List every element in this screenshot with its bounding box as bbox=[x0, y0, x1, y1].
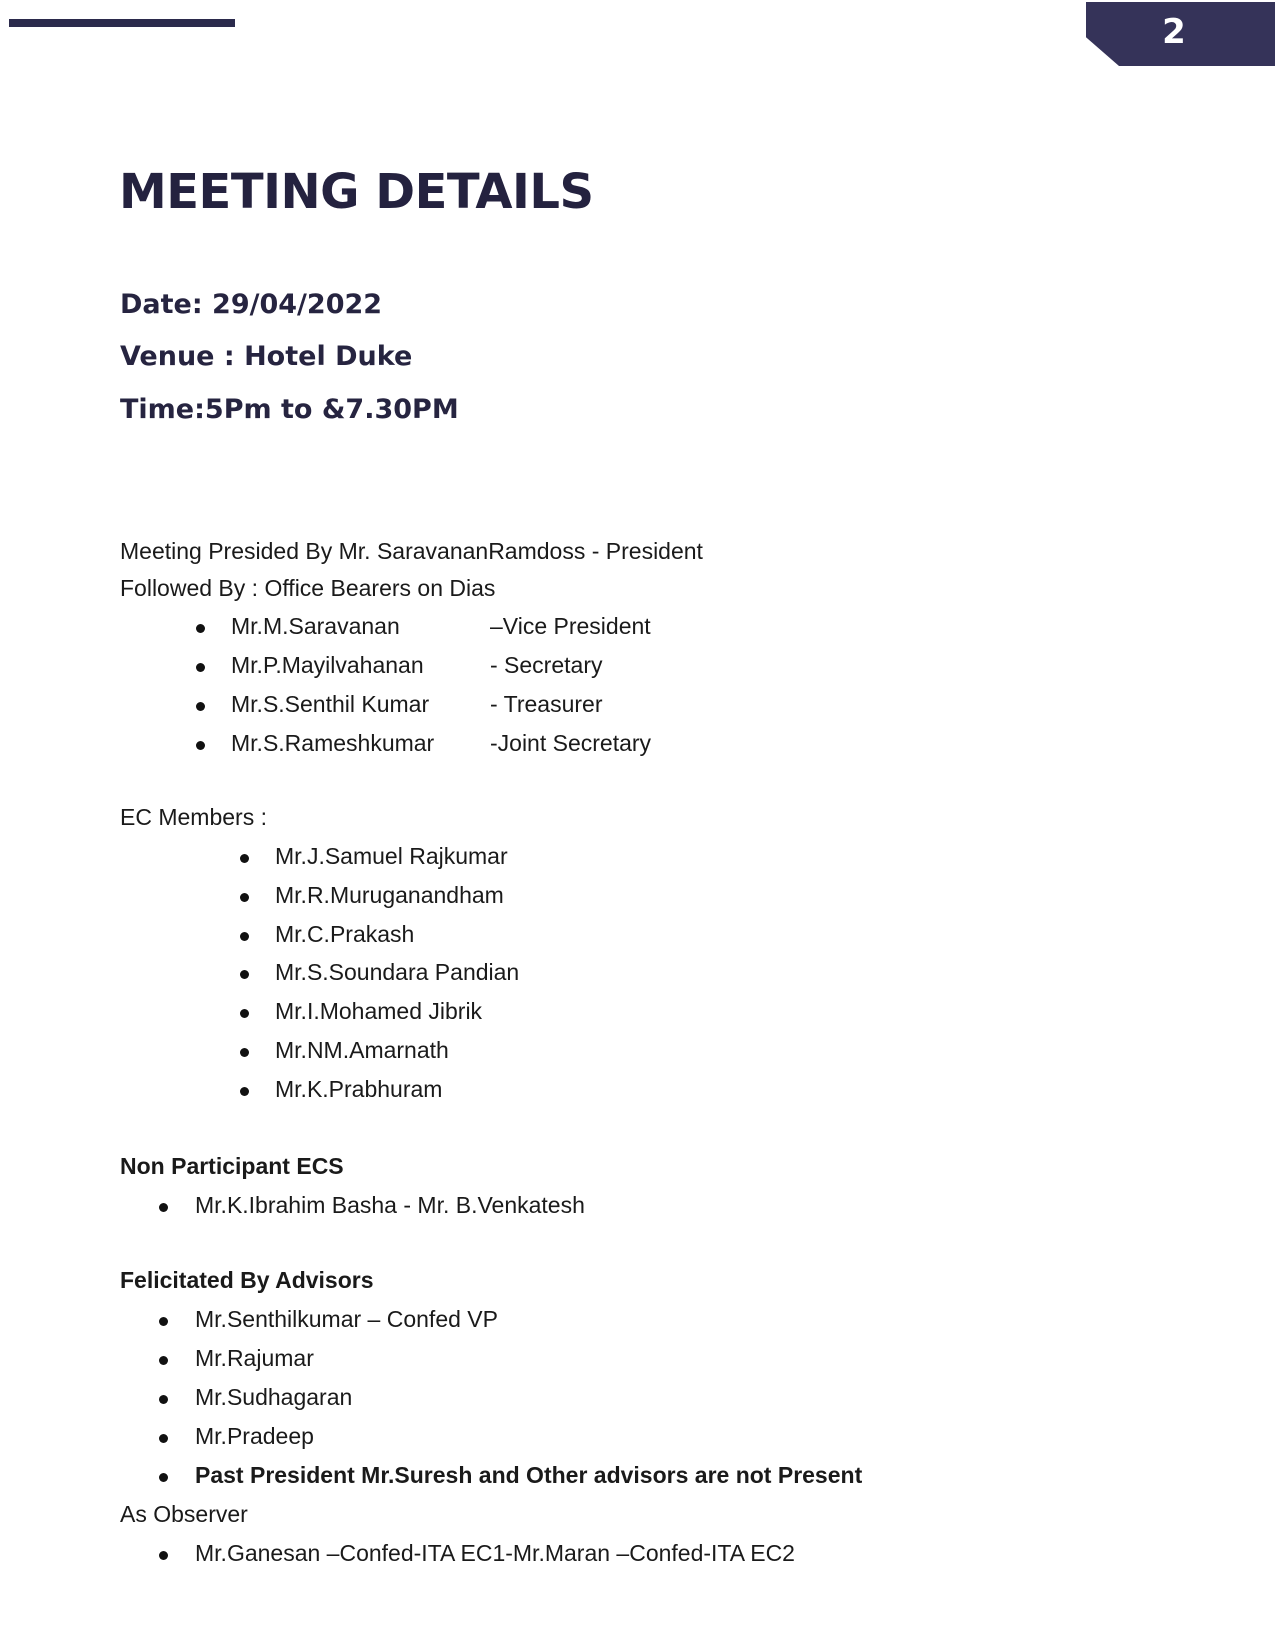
bullet-icon bbox=[159, 1203, 168, 1212]
bullet-icon bbox=[159, 1434, 168, 1443]
page-title: MEETING DETAILS bbox=[119, 164, 594, 220]
meeting-time: Time:5Pm to &7.30PM bbox=[120, 394, 459, 425]
bullet-icon bbox=[240, 893, 249, 902]
bullet-icon bbox=[196, 663, 205, 672]
ec-member: Mr.NM.Amarnath bbox=[275, 1037, 449, 1063]
ec-member: Mr.J.Samuel Rajkumar bbox=[275, 843, 508, 869]
bullet-icon bbox=[159, 1473, 168, 1482]
ec-members-label: EC Members : bbox=[120, 804, 267, 830]
ec-member: Mr.R.Muruganandham bbox=[275, 882, 504, 908]
advisor-item: Mr.Sudhagaran bbox=[195, 1384, 353, 1410]
ec-member: Mr.S.Soundara Pandian bbox=[275, 959, 520, 985]
office-bearer-role: -Joint Secretary bbox=[490, 730, 652, 756]
followed-by: Followed By : Office Bearers on Dias bbox=[120, 575, 496, 601]
bullet-icon bbox=[159, 1317, 168, 1326]
observer-item: Mr.Ganesan –Confed-ITA EC1-Mr.Maran –Confed-ITA EC2 bbox=[195, 1540, 795, 1566]
bullet-icon bbox=[159, 1356, 168, 1365]
advisor-item: Mr.Pradeep bbox=[195, 1423, 314, 1449]
ec-member: Mr.C.Prakash bbox=[275, 921, 415, 947]
bullet-icon bbox=[240, 1087, 249, 1096]
bullet-icon bbox=[196, 702, 205, 711]
ec-member: Mr.I.Mohamed Jibrik bbox=[275, 998, 483, 1024]
meeting-date: Date: 29/04/2022 bbox=[120, 289, 383, 320]
office-bearer-name: Mr.P.Mayilvahanan bbox=[231, 652, 424, 678]
bullet-icon bbox=[240, 932, 249, 941]
non-participant-item: Mr.K.Ibrahim Basha - Mr. B.Venkatesh bbox=[195, 1192, 585, 1218]
bullet-icon bbox=[240, 970, 249, 979]
office-bearer-role: - Treasurer bbox=[490, 691, 603, 717]
non-participant-label: Non Participant ECS bbox=[120, 1153, 344, 1179]
office-bearer-role: - Secretary bbox=[490, 652, 603, 678]
bullet-icon bbox=[196, 741, 205, 750]
bullet-icon bbox=[196, 624, 205, 633]
page-number: 2 bbox=[1162, 12, 1186, 52]
meeting-venue: Venue : Hotel Duke bbox=[120, 341, 413, 372]
observer-label: As Observer bbox=[120, 1501, 248, 1527]
bullet-icon bbox=[240, 1048, 249, 1057]
advisors-label: Felicitated By Advisors bbox=[120, 1267, 374, 1293]
bullet-icon bbox=[159, 1395, 168, 1404]
office-bearer-role: –Vice President bbox=[490, 613, 651, 639]
header-rule bbox=[9, 19, 235, 27]
bullet-icon bbox=[240, 1009, 249, 1018]
office-bearer-name: Mr.M.Saravanan bbox=[231, 613, 400, 639]
advisors-note: Past President Mr.Suresh and Other advisors are not Present bbox=[195, 1462, 863, 1488]
office-bearer-name: Mr.S.Rameshkumar bbox=[231, 730, 435, 756]
advisor-item: Mr.Senthilkumar – Confed VP bbox=[195, 1306, 498, 1332]
ec-member: Mr.K.Prabhuram bbox=[275, 1076, 443, 1102]
presided-by: Meeting Presided By Mr. SaravananRamdoss - President bbox=[120, 538, 703, 564]
bullet-icon bbox=[159, 1551, 168, 1560]
advisor-item: Mr.Rajumar bbox=[195, 1345, 314, 1371]
bullet-icon bbox=[240, 854, 249, 863]
office-bearer-name: Mr.S.Senthil Kumar bbox=[231, 691, 430, 717]
